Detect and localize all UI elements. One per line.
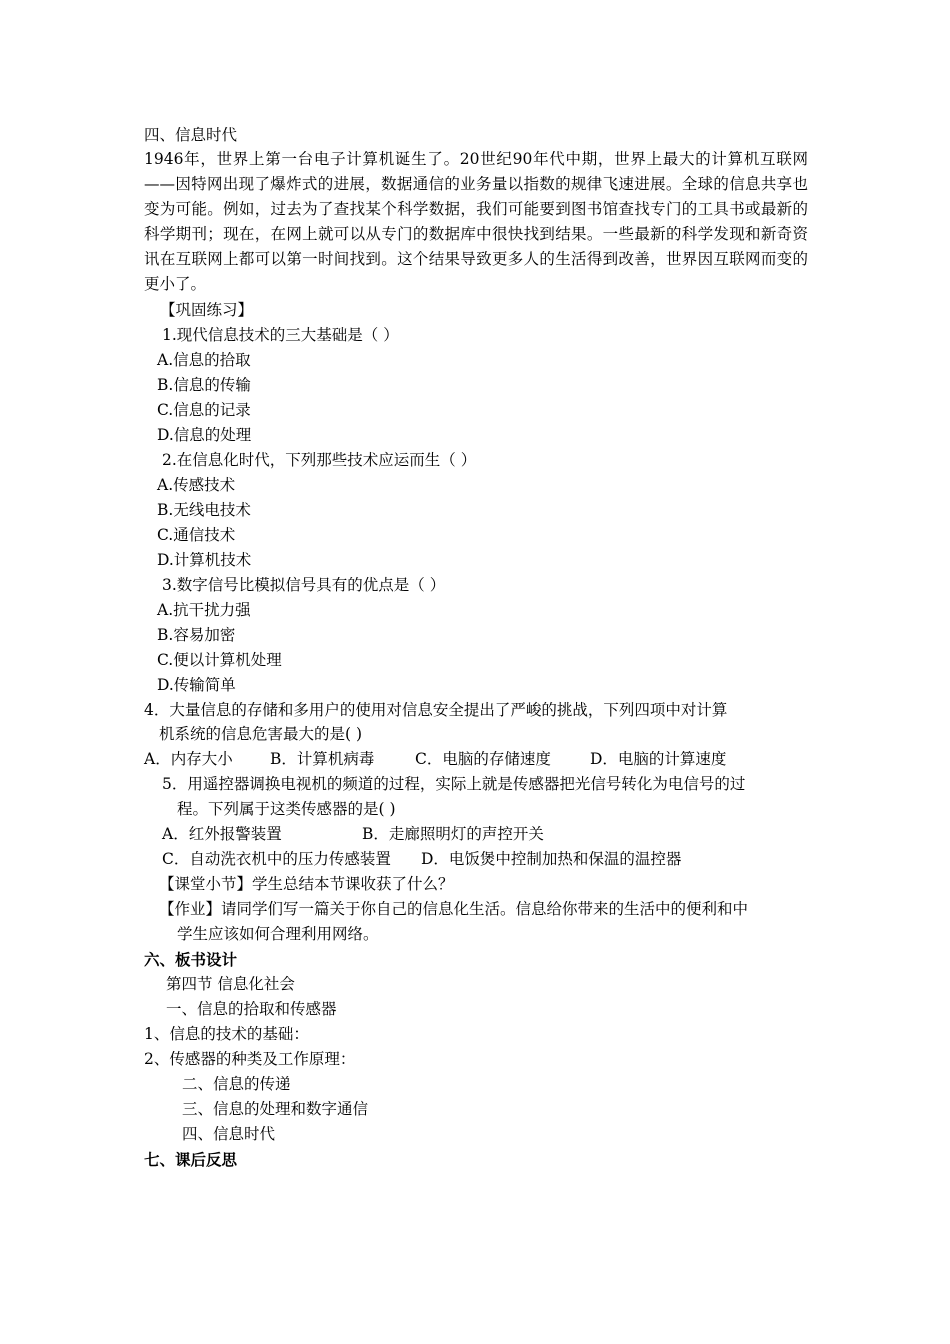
question-5-line-2: 程。下列属于这类传感器的是( ) — [177, 800, 396, 818]
board-item-1: 一、信息的拾取和传感器 — [166, 1000, 337, 1018]
class-summary: 【课堂小节】学生总结本节课收获了什么？ — [159, 875, 454, 893]
question-3: 3.数字信号比模拟信号具有的优点是（ ） — [162, 576, 446, 594]
q5-option-b: B．走廊照明灯的声控开关 — [362, 825, 544, 843]
q1-option-c: C.信息的记录 — [157, 401, 251, 419]
question-5-line-1: 5．用遥控器调换电视机的频道的过程，实际上就是传感器把光信号转化为电信号的过 — [162, 775, 746, 793]
q3-option-b: B.容易加密 — [157, 626, 236, 644]
q3-option-d: D.传输简单 — [157, 676, 236, 694]
homework-line-1: 【作业】请同学们写一篇关于你自己的信息化生活。信息给你带来的生活中的便利和中 — [159, 900, 749, 918]
question-4-line-2: 机系统的信息危害最大的是( ) — [159, 725, 363, 743]
q5-option-d: D．电饭煲中控制加热和保温的温控器 — [421, 850, 682, 868]
board-item-2: 1、信息的技术的基础： — [144, 1025, 309, 1043]
q2-option-c: C.通信技术 — [157, 526, 236, 544]
q3-option-c: C.便以计算机处理 — [157, 651, 282, 669]
board-item-6: 四、信息时代 — [182, 1125, 276, 1143]
practice-heading: 【巩固练习】 — [160, 301, 254, 319]
board-design-heading: 六、板书设计 — [144, 950, 238, 969]
question-1: 1.现代信息技术的三大基础是（ ） — [162, 326, 399, 344]
q4-option-a: A．内存大小 — [144, 750, 233, 768]
q1-option-b: B.信息的传输 — [157, 376, 251, 394]
board-item-section: 第四节 信息化社会 — [166, 975, 295, 993]
q2-option-d: D.计算机技术 — [157, 551, 252, 569]
board-item-5: 三、信息的处理和数字通信 — [182, 1100, 369, 1118]
board-item-3: 2、传感器的种类及工作原理： — [144, 1050, 356, 1068]
section-heading-info-age: 四、信息时代 — [144, 126, 238, 144]
q2-option-a: A.传感技术 — [157, 476, 236, 494]
q5-option-a: A．红外报警装置 — [162, 825, 282, 843]
q4-option-b: B．计算机病毒 — [270, 750, 375, 768]
board-item-4: 二、信息的传递 — [182, 1075, 291, 1093]
q1-option-d: D.信息的处理 — [157, 426, 252, 444]
q5-option-c: C．自动洗衣机中的压力传感装置 — [162, 850, 391, 868]
q1-option-a: A.信息的拾取 — [157, 351, 251, 369]
q4-option-c: C．电脑的存储速度 — [415, 750, 551, 768]
q3-option-a: A.抗干扰力强 — [157, 601, 251, 619]
reflection-heading: 七、课后反思 — [144, 1150, 238, 1169]
homework-line-2: 学生应该如何合理利用网络。 — [177, 925, 379, 943]
q2-option-b: B.无线电技术 — [157, 501, 251, 519]
q4-option-d: D．电脑的计算速度 — [590, 750, 727, 768]
info-age-paragraph: 1946年，世界上第一台电子计算机诞生了。20世纪90年代中期，世界上最大的计算机互联网——因特网出现了爆炸式的进展，数据通信的业务量以指数的规律飞速进展。全球的信息共享也变为可能。例如，过去为了查找某个科学数据，我们可能要到图书馆查找专门的工具书或最新的科学期刊；现在，在网上就可以从专门的数据库中很快找到结果。一些最新的科学发现和新奇资讯在互联网上都可以第一时间找到。这个结果导致更多人的生活得到改善，世界因互联网而变的更小了。 — [144, 150, 808, 293]
question-2: 2.在信息化时代，下列那些技术应运而生（ ） — [162, 451, 477, 469]
question-4-line-1: 4．大量信息的存储和多用户的使用对信息安全提出了严峻的挑战，下列四项中对计算 — [144, 701, 728, 719]
